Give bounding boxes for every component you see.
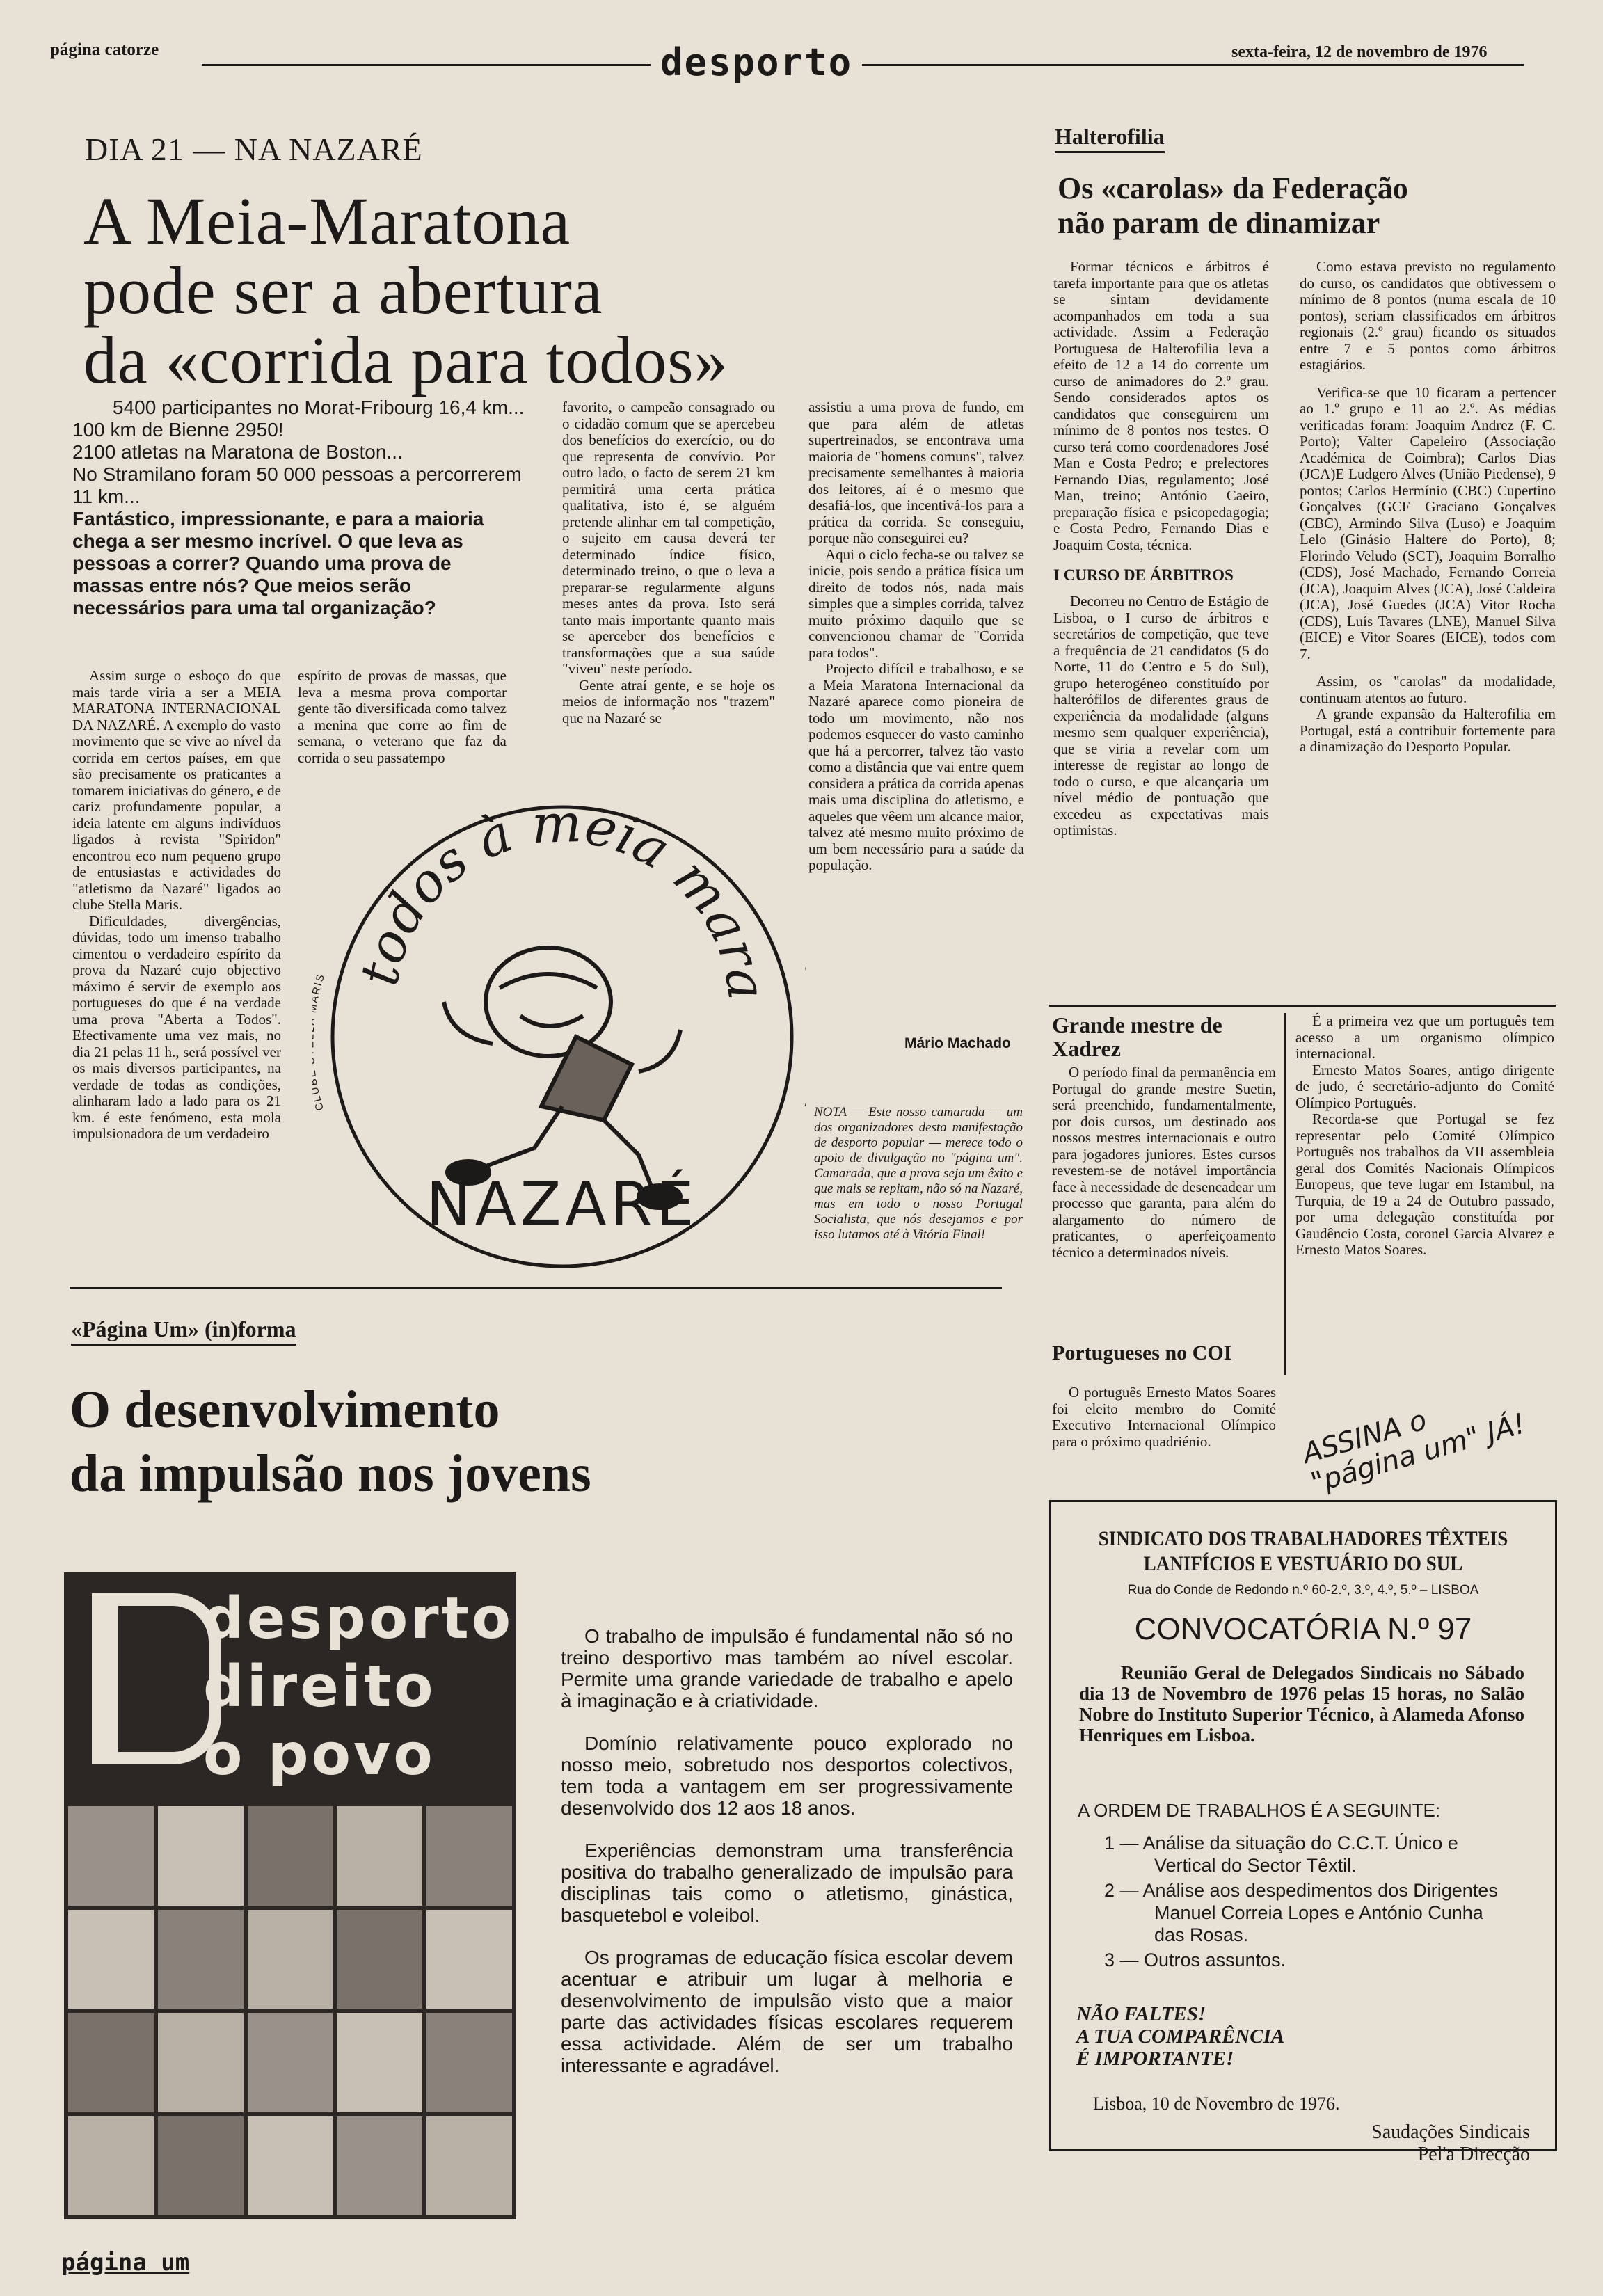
appeal: NÃO FALTES! A TUA COMPARÊNCIA É IMPORTANTE! — [1076, 2003, 1285, 2070]
kicker: DIA 21 — NA NAZARÉ — [85, 131, 423, 167]
lead-col-1: Assim surge o esboço do que mais tarde viria a ser a MEIA MARATONA INTERNACIONAL DA NAZARÉ. A exemplo do vasto movimento que se vive ao nível da corrida em certos países, em que são precisamente os praticantes a tomarem iniciativas do género, e de cariz profundamente popular, a ideia latente em alguns indivíduos ligados à revista "Spiridon" encontrou eco num pequeno grupo de entusiastas e actividades do "atletismo da Nazaré" ligados ao clube Stella Maris. Dificuldades, divergências, dúvidas, todo um imenso trabalho cimentou o verdadeiro espírito da prova da Nazaré cujo objectivo máximo é servir de exemplo aos portugueses do que é na verdade uma prova "Aberta a Todos". Efectivamente uma vez mais, no dia 21 pelas 11 h., será possível ver os mais diversos participantes, na verdade de todas as condições, alinharam lado a lado para os 21 km. é este fenómeno, esta mola impulsionadora de um verdadeiro — [72, 667, 281, 1142]
place-date: Lisboa, 10 de Novembro de 1976. — [1093, 2094, 1340, 2114]
order-title: A ORDEM DE TRABALHOS É A SEGUINTE: — [1078, 1800, 1441, 1821]
union-line-1: SINDICATO DOS TRABALHADORES TÊXTEIS — [1098, 1527, 1508, 1550]
pagina-um-footer-logo: página um — [61, 2249, 190, 2277]
header-rule — [202, 64, 1524, 66]
coi-headline: Portugueses no COI — [1052, 1341, 1232, 1364]
coi-col-2: É a primeira vez que um português tem acesso a um organismo olímpico internacional. Ernesto Matos Soares, antigo dirigente de judo, é secretário-adjunto do Comité Olímpico Português. Recorda-se que Portugal se fez representar pelo Comité Olímpico Português nos trabalhos da VII assembleia geral dos Comités Nacionais Olímpicos Europeus, que teve lugar em Istambul, na Turquia, de 19 a 24 de Outubro passado, por uma delegação constituída por Gaudêncio Costa, coronel Garcia Alvarez e Ernesto Matos Soares. — [1295, 1012, 1554, 1258]
halterofilia-col-1: Formar técnicos e árbitros é tarefa importante para que os atletas se sintam devidamente acompanhados em toda a sua actividade. Assim a Federação Portuguesa de Halterofilia leva a efeito de 12 a 14 do corrente um curso de animadores do 2.º grau. Sendo considerados aptos os candidatos que conseguirem um mínimo de 8 pontos nos testes. O curso terá como coordenadores José Man e Costa Pedro; e prelectores Fernando Dias, regulamento; José Man, treino; António Caeiro, preparação física e psicopedagogia; e Costa Pedro, Fernando Dias e Joaquim Costa, técnica. I CURSO DE ÁRBITROS Decorreu no Centro de Estágio de Lisboa, o I curso de árbitros e secretários de competição, que teve a frequência de 21 candidatos (5 do Norte, 11 do Centro e 5 do Sul), grupo heterogéneo constituído por halterófilos de diferentes graus de experiência da modalidade (alguns mesmo sem qualquer experiência), que se viria a revelar com um interesse de registar ao longo de todo o curso, e que alcançaria um nível médio de pontuação que excedeu as expectativas mais optimistas. — [1053, 258, 1269, 838]
runner-illustration — [444, 948, 680, 1208]
coi-body: O português Ernesto Matos Soares foi eleito membro do Comité Executivo Internacional Olímpico para o próximo quadriénio. — [1052, 1384, 1276, 1450]
meeting-text: Reunião Geral de Delegados Sindicais no Sábado dia 13 de Novembro de 1976 pelas 15 horas, no Salão Nobre do Instituto Superior Técnico, à Alameda Afonso Henriques em Lisboa. — [1079, 1662, 1524, 1746]
xadrez-headline: Grande mestre de Xadrez — [1052, 1012, 1222, 1061]
convocatoria-title: CONVOCATÓRIA N.º 97 — [1134, 1612, 1472, 1646]
svg-text:SPIRIDON - PORTUGAL — [802, 964, 806, 1111]
poster-big-d — [92, 1593, 221, 1764]
convocatoria-box — [1049, 1500, 1557, 2165]
lead-col-4: assistiu a uma prova de fundo, em que para além de atletas supertreinados, se encontrava uma maioria de "homens comuns", talvez precisamente semelhantes à maioria dos leitores, aí é o mesmo que desafiá-los, que incentivá-los para a prática da corrida. Se conseguiu, porque não conseguirei eu? Aqui o ciclo fecha-se ou talvez se inicie, pois sendo a prática física um direito de todos nós, nada mais simples que a simples corrida, talvez muito próximo daquilo que se convencionou chamar de "Corrida para todos". Projecto difícil e trabalhoso, e se a Meia Maratona Internacional da Nazaré aparece como pioneira de todo um movimento, não nos podemos esquecer do vasto caminho que há a percorrer, talvez tão vasto como a distância que vai entre quem considera a prática da corrida apenas mais uma disciplina do atletismo, e aqueles que vêem um alcance maior, talvez até mesmo muito próximo de um bem necessário para a saúde da população. — [808, 399, 1024, 873]
halterofilia-headline-2: não param de dinamizar — [1058, 206, 1380, 240]
lead-headline-1: A Meia-Maratona — [83, 184, 571, 258]
handwritten-note: ASSINA o "página um" JÁ! — [1299, 1404, 1529, 1500]
header-date: sexta-feira, 12 de novembro de 1976 — [1225, 43, 1488, 62]
union-address: Rua do Conde de Redondo n.º 60-2.º, 3.º, 4.º, 5.º – LISBOA — [1127, 1583, 1479, 1597]
lead-headline-3: da «corrida para todos» — [83, 323, 728, 397]
section-title: desporto — [651, 40, 862, 84]
logo-arc-text: todos à meia mara — [347, 792, 779, 1004]
page-label: página catorze — [50, 40, 159, 59]
editor-note: NOTA — Este nosso camarada — um dos organizadores desta manifestação de desporto popular — merece todo o apoio de divulgação no "página um". Camarada, que a prova seja um êxito e que mais se repitam, não só na Nazaré, mas em todo o nosso Portugal Socialista, que nós desejamos e por isso lutamos até à Vitória Final! — [814, 1105, 1023, 1242]
lead-col-2: espírito de provas de massas, que leva a mesma prova comportar gente tão diversificada como talvez a menina que corre ao fim de semana, o veterano que faz da corrida o seu passatempo — [298, 667, 507, 766]
logo-town: NAZARÉ — [426, 1170, 699, 1239]
order-items: 1 — Análise da situação do C.C.T. Único e Vertical do Sector Têxtil. 2 — Análise aos despedimentos dos Dirigentes Manuel Correia Lopes e António Cunha das Rosas. 3 — Outros assuntos. — [1104, 1833, 1498, 1970]
lead-headline-2: pode ser a abertura — [83, 253, 603, 328]
halterofilia-bottom-rule — [1049, 1005, 1556, 1007]
pagina-um-label: «Página Um» (in)forma — [71, 1316, 296, 1346]
impulsao-headline-2: da impulsão nos jovens — [70, 1444, 591, 1503]
halterofilia-col-2: Como estava previsto no regulamento do curso, os candidatos que obtivessem o mínimo de 8 pontos (numa escala de 10 pontos), seriam classificados em árbitros regionais (2.º grau) ficando os situados entre 7 e 5 pontos como árbitros estagiários. Verifica-se que 10 ficaram a pertencer ao 1.º grupo e 11 ao 2.º. As médias verificadas foram: Joaquim Andrez (F. C. Porto); Valter Capeleiro (Associação Académica de Coimbra); Carlos Dias (JCA)E Ludgero Alves (União Piedense), 9 pontos; Carlos Hermínio (CBC) Cupertino Gonçalves (GCF Graciano Gonçalves (CBC), Armindo Silva (Luso) e Joaquim Lelo (Ginásio Haltere do Porto), 8; Florindo Veludo (SCT), Joaquim Borralho (CDS), José Machado, Fernando Correia (JCA), Joaquim Alves (JCA), José Caldeira (JCA), José Guedes (JCA) Vitor Rocha (CDS), Luís Tavares (LNE), Manuel Silva (EICE) e Vitor Soares (EICE), todos com 7. Assim, os "carolas" da modalidade, continuam atentos ao futuro. A grande expansão da Halterofilia em Portugal, está a contribuir fortemente para a dinamização do Desporto Popular. — [1300, 258, 1556, 755]
halterofilia-headline-1: Os «carolas» da Federação — [1058, 171, 1408, 205]
poster-lines: desporto direito o povo — [203, 1586, 514, 1788]
lead-paragraph: 5400 participantes no Morat-Fribourg 16,4 km... 100 km de Bienne 2950! 2100 atletas na Maratona de Boston... No Stramilano foram 50 000 pessoas a percorrerem 11 km... Fantástico, impressionante, e para a maioria chega a ser mesmo incrível. O que leva as pessoas a correr? Quando uma prova de massas entre nós? Que meios serão necessários para uma tal organização? — [72, 397, 525, 619]
svg-text:CLUBE STELLA MARIS — [312, 972, 327, 1112]
signature: Saudações Sindicais Pel'a Direcção — [1371, 2121, 1530, 2165]
impulsao-body: O trabalho de impulsão é fundamental não só no treino desportivo mas também ao nível escolar. Permite uma grande variedade de trabalho e apelo à imaginação e à criatividade. Domínio relativamente pouco explorado no nosso meio, sobretudo nos desportos colectivos, tem toda a vantagem em ser progressivamente desenvolvido dos 12 aos 18 anos. Experiências demonstram uma transferência positiva do trabalho generalizado de impulsão para disciplinas tais como o atletismo, ginástica, basquetebol e voleibol. Os programas de educação física escolar devem acentuar e atribuir um lugar à melhoria e desenvolvimento de impulsão visto que a maior parte das actividades físicas escolares requerem essa actividade. Além de ser um trabalho interessante e agradável. — [561, 1625, 1013, 2076]
union-line-2: LANIFÍCIOS E VESTUÁRIO DO SUL — [1143, 1552, 1463, 1575]
meia-maratona-logo — [312, 779, 806, 1287]
lead-col-3: favorito, o campeão consagrado ou o cidadão comum que se apercebeu dos benefícios do exercício, ou do que representa de convívio. Por outro lado, o facto de serem 21 km permitirá uma certa prática qualitativa, isto é, se alguém pretende alinhar em tal competição, o sujeito em causa deverá ter determinado índice físico, determinado treino, o que o leva a preparar-se regularmente alguns meses antes da prova. Isto será tanto mais importante quanto mais se aperceber dos benefícios e transformações que a sua saúde "viveu" neste período. Gente atraí gente, e se hoje os meios de informação nos "trazem" que na Nazaré se — [562, 399, 775, 726]
halterofilia-label: Halterofilia — [1055, 124, 1165, 153]
xadrez-divider — [1284, 1013, 1286, 1375]
poster-desporto — [64, 1572, 516, 2219]
impulsao-headline-1: O desenvolvimento — [70, 1380, 500, 1439]
lead-bottom-rule — [70, 1287, 1002, 1289]
logo-right-ring — [802, 964, 806, 1111]
poster-sports-grid — [64, 1802, 516, 2219]
xadrez-body: O período final da permanência em Portugal do grande mestre Suetin, será preenchido, fundamentalmente, por dois cursos, um destinado aos nossos mestres internacionais e outro para jogadores juniores. Estes cursos revestem-se de notável importância face à necessidade de desencadear um processo que garanta, para além do alargamento do número de praticantes, o aperfeiçoamento técnico a determinados níveis. — [1052, 1064, 1276, 1261]
author: Mário Machado — [904, 1035, 1011, 1051]
logo-left-ring: CL IS — [312, 971, 328, 1113]
